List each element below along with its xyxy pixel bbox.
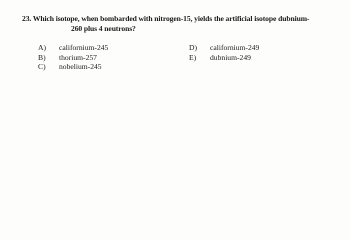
option-letter: B) <box>38 52 46 62</box>
question-middle: , when bombarded <box>77 14 139 23</box>
question-line-2: 260 plus 4 neutrons? <box>71 24 136 33</box>
option-text: dubnium-249 <box>210 52 251 62</box>
option-text: californium-245 <box>59 43 109 52</box>
option-text: nobelium-245 <box>59 62 102 72</box>
question-bold-part: with nitrogen-15, yields the artificial isotope dubnium- <box>138 14 310 23</box>
answer-option-e[interactable] <box>189 53 259 63</box>
answer-option-a[interactable] <box>38 43 108 53</box>
question-prefix: 23. Which <box>22 14 56 23</box>
answer-option-c[interactable] <box>38 62 108 72</box>
option-letter: D) <box>189 43 198 52</box>
question-word-isotope: isotope <box>55 14 78 23</box>
option-text: californium-249 <box>210 43 260 52</box>
answer-options-right <box>189 43 259 62</box>
answer-option-d[interactable] <box>189 43 259 53</box>
answer-options-left <box>38 43 108 72</box>
answer-option-b[interactable] <box>38 53 108 63</box>
option-letter: A) <box>38 43 47 52</box>
question-line-1 <box>22 14 344 24</box>
option-text: thorium-257 <box>59 52 97 62</box>
question-text <box>22 14 344 34</box>
option-letter: C) <box>38 62 46 72</box>
option-letter: E) <box>189 52 197 62</box>
